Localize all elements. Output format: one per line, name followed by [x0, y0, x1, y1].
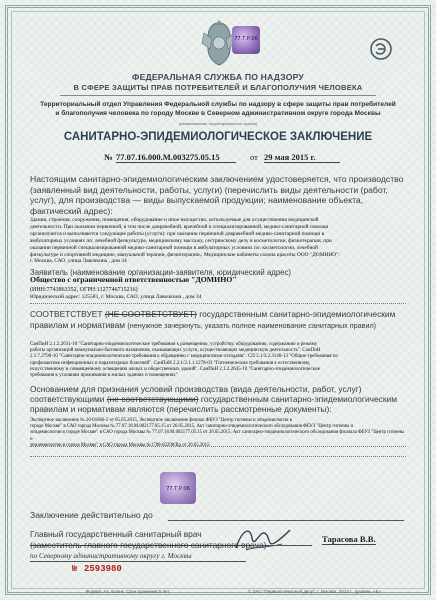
serial-label: № [72, 564, 78, 574]
conformity-struck: (НЕ СООТВЕТСТВУЕТ) [104, 309, 197, 319]
signatory-role-struck: (заместитель главного государственного санитарного врача) [30, 540, 267, 550]
signature-line [252, 545, 312, 546]
date-label: от [250, 152, 258, 162]
rule-line: искусственному и совмещенному освещению жилых и общественных зданий". СанПиН 2.1.2.2645-10 "Санитарно-эпидемиологические [30, 366, 320, 372]
basis-line: эпидемиологии в городе Москве" в САО города Москвы №1708-02298/Вд от 26.05.2015 [30, 442, 210, 448]
applicant-label: Заявитель (наименование организации-заявителя, юридический адрес) [30, 268, 291, 277]
rule-line: работы организаций коммунально-бытового назначения, оказывающих услуги, осуществляющих медицинскую деятельность". СанПиН [30, 348, 321, 354]
signatory-region: по Северному административному округу г. Москвы [30, 552, 192, 560]
number-label: № [104, 152, 113, 162]
basis-line: эпидемиологии в городе Москве" в САО города Москвы № 77.07.18.М.002177.05.15 от 26.05.2015, Акт санитарно-эпидемиологического обследования филиала ФБУЗ "Центр гигиены и [30, 430, 405, 442]
footer-printer: © ЗАО "Первый печатный двор", г. Москва, 2014 г., уровень «Б» [248, 589, 381, 594]
applicant-address: Юридический адрес: 125581, г. Москва, САО, улица Лавочкина , дом 34 [30, 294, 202, 300]
stamp-mark: 77.Т.Р.06 [166, 486, 190, 492]
validity-label: Заключение действительно до [30, 510, 153, 520]
conformity-text: государственным санитарно-эпидемиологическим правилам и нормативам [30, 309, 396, 330]
handwritten-signature-icon [232, 520, 292, 556]
document-number: 77.07.16.000.М.003275.05.15 [116, 152, 236, 163]
applicant-name: Общество с ограниченной ответственностью "ДОМИНО" [30, 275, 237, 284]
hologram-mark: 77.Т.Р.06 [234, 36, 258, 42]
activity-line: г. Москва, САО, улица Лавочкина , дом 34 [30, 258, 127, 265]
conformity-note: (ненужное зачеркнуть, указать полное наименование санитарных правил) [127, 320, 377, 330]
activity-line: амбулаторных условиях по: лечебной физкультуре, медицинскому массажу, сестринскому делу в косметологии, физиотерапии, при [30, 237, 332, 244]
region-underline [30, 561, 246, 562]
basis-line: городе Москве" в САО города Москвы № 77.07.18.М.002177.05.15 от 26.05.2015, Акт санитарно-эпидемиологического обследования ФБУЗ "Центр гигиены и [30, 424, 354, 430]
activity-line: деятельности. При оказании первичной, в том числе доврачебной, врачебной и специализированной, медико-санитарной помощи [30, 223, 329, 230]
document-title: САНИТАРНО-ЭПИДЕМИОЛОГИЧЕСКОЕ ЗАКЛЮЧЕНИЕ [63, 131, 373, 143]
ses-logo-icon [370, 38, 392, 60]
signatory-name: Тарасова В.В. [322, 534, 376, 544]
activity-line: физкультуре и спортивной медицине, мануальной терапии, физиотерапии.; Медицинские кабинеты салона красоты ООО "ДОМИНО": [30, 251, 340, 258]
divider [30, 303, 406, 304]
activity-description [30, 217, 406, 265]
rule-line: профилактике инфекционных и паразитарных болезней". СанПиН 2.2.1/2.1.1.1278-03 "Гигиенические требования к естественному, [30, 360, 311, 366]
rule-line: требования к условиям проживания в жилых зданиях и помещениях" [30, 373, 178, 379]
basis-paragraph [30, 384, 406, 415]
basis-line: Экспертное заключение № 26-01666-2 от 05.05.2015, Экспертное заключение филиал ФБУЗ "Центр гигиены и эпидемиологии в [30, 418, 292, 423]
header-divider [60, 95, 376, 96]
territorial-caption: (наименование территориального органа) [178, 121, 258, 126]
basis-documents [30, 418, 406, 449]
divider [30, 456, 406, 457]
signatory-role: Главный государственный санитарный врач [30, 529, 202, 539]
activity-line: организуются и выполняются следующие работы (услуги): при оказании первичной доврачебной медико-санитарной помощи в [30, 230, 325, 237]
agency-title-line2: В СФЕРЕ ЗАЩИТЫ ПРАВ ПОТРЕБИТЕЛЕЙ И БЛАГОПОЛУЧИЯ ЧЕЛОВЕКА [73, 83, 363, 92]
conformity-statement [30, 309, 406, 331]
activity-line: оказании первичной специализированной медико-санитарной помощи в амбулаторных условиях по: косметологии, лечебной [30, 244, 318, 251]
document-date: 29 мая 2015 г. [264, 152, 340, 163]
serial-number: 2593980 [84, 564, 122, 574]
basis-struck: (не соответствующими) [106, 394, 199, 405]
territorial-office-line1: Территориальный отдел Управления Федеральной службы по надзору в сфере защиты прав потребителей [40, 101, 396, 108]
conformity-verdict: СООТВЕТСТВУЕТ [30, 309, 103, 319]
agency-title-line1: ФЕДЕРАЛЬНАЯ СЛУЖБА ПО НАДЗОРУ [132, 72, 304, 82]
sanitary-rules [30, 342, 406, 379]
divider [30, 446, 406, 447]
activity-line: Здания, строения, сооружения, помещения, оборудование и иное имущество, используемые для осуществления медицинской [30, 217, 319, 223]
basis-text-a: Основанием для признания условий производства (вида деятельности, работ, услуг) соответствующими [30, 384, 362, 405]
applicant-ids: (ИНН:7743863352, ОГРН:1127746715216) [30, 287, 138, 293]
footer-format: Формат А4. Бланк. Срок хранения 5 лет. [86, 589, 171, 594]
rule-line: СанПиН 2.1.2.2631-10 "Санитарно-эпидемиологические требования к размещению, устройству, оборудованию, содержанию и режиму [30, 342, 318, 347]
basis-text-b: государственным санитарно-эпидемиологическим правилам и нормативам являются (перечислить рассмотренные документы): [30, 394, 397, 415]
rule-line: 2.1.7.2790-10 "Санитарно-эпидемиологические требования к обращению с медицинскими отходами". СП 3.1/3.2.3146-13 "Общие требования по [30, 354, 339, 360]
territorial-office-line2: и благополучия человека по городу Москве в Северном административном округе города Москвы [55, 110, 381, 117]
intro-paragraph: Настоящим санитарно-эпидемиологическим заключением удостоверяется, что производство (заявленный вид деятельности, работы, услуги) (перечислить виды деятельности (работ, услуг), для производства — виды выпускаемой продукции; наименование объекта, фактический адрес): [30, 174, 404, 216]
